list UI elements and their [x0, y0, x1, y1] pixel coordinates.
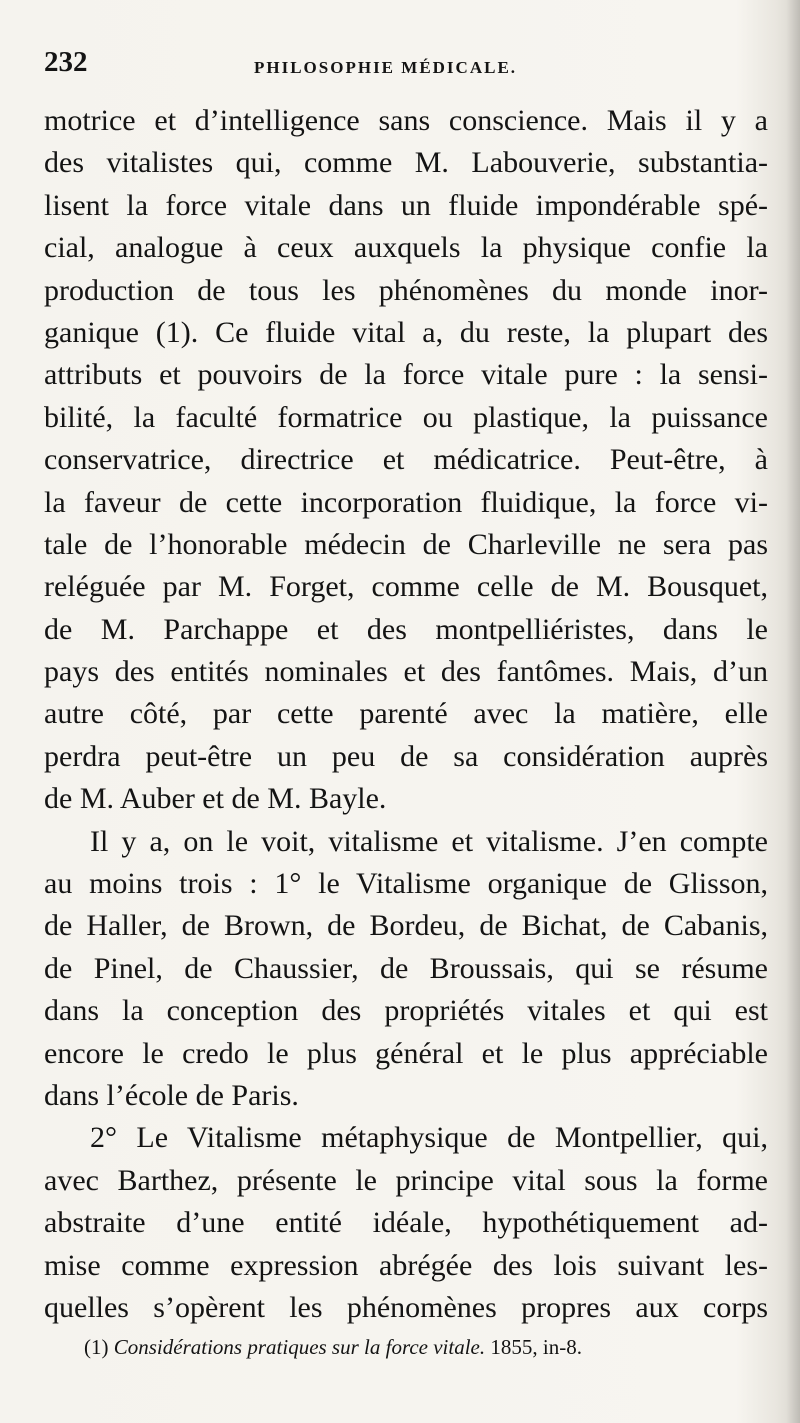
text-line: mise comme expression abrégée des lois suivant les-	[44, 1248, 768, 1282]
text-line: au moins trois : 1° le Vitalisme organique de Glisson,	[44, 867, 768, 901]
text-line: conservatrice, directrice et médicatrice. Peut-être, à	[44, 443, 768, 477]
running-head: PHILOSOPHIE MÉDICALE.	[254, 58, 518, 77]
text-line: motrice et d’intelligence sans conscience. Mais il y a	[44, 104, 768, 137]
text-line: pays des entités nominales et des fantômes. Mais, d’un	[44, 655, 768, 689]
text-line: autre côté, par cette parenté avec la matière, elle	[44, 697, 768, 731]
text-line: attributs et pouvoirs de la force vitale pure : la sensi-	[44, 358, 768, 392]
body-text	[44, 100, 768, 1329]
footnote-title: Considérations pratiques sur la force vitale.	[113, 1335, 486, 1359]
text-line: de M. Auber et de M. Bayle.	[44, 782, 387, 816]
text-line: perdra peut-être un peu de sa considération auprès	[44, 739, 768, 773]
text-line: tale de l’honorable médecin de Charleville ne sera pas	[44, 527, 768, 561]
text-line: de Pinel, de Chaussier, de Broussais, qui se résume	[44, 951, 768, 985]
text-line: abstraite d’une entité idéale, hypothétiquement ad-	[44, 1206, 768, 1240]
text-line: avec Barthez, présente le principe vital sous la forme	[44, 1163, 768, 1197]
footnote	[84, 1335, 764, 1360]
page-edge-shadow	[786, 0, 800, 1423]
text-line: de M. Parchappe et des montpelliéristes, dans le	[44, 612, 768, 646]
text-line: cial, analogue à ceux auxquels la physique confie la	[44, 231, 768, 265]
text-line: quelles s’opèrent les phénomènes propres aux corps	[44, 1290, 768, 1324]
page-number: 232	[44, 46, 88, 78]
footnote-marker: (1)	[84, 1335, 109, 1359]
text-line: dans l’école de Paris.	[44, 1078, 299, 1112]
text-line: bilité, la faculté formatrice ou plastique, la puissance	[44, 400, 768, 434]
text-line: des vitalistes qui, comme M. Labouverie, substantia-	[44, 146, 768, 180]
text-line: la faveur de cette incorporation fluidique, la force vi-	[44, 485, 768, 519]
text-line: reléguée par M. Forget, comme celle de M. Bousquet,	[44, 570, 768, 604]
text-line: dans la conception des propriétés vitales et qui est	[44, 994, 768, 1028]
text-line: 2° Le Vitalisme métaphysique de Montpellier, qui,	[90, 1121, 768, 1155]
text-line: de Haller, de Brown, de Bordeu, de Bichat, de Cabanis,	[44, 909, 768, 943]
text-line: ganique (1). Ce fluide vital a, du reste, la plupart des	[44, 315, 768, 349]
text-line: lisent la force vitale dans un fluide impondérable spé-	[44, 188, 768, 222]
page-header	[44, 46, 769, 90]
footnote-details: 1855, in-8.	[490, 1335, 582, 1359]
text-line: encore le credo le plus général et le plus appréciable	[44, 1036, 768, 1070]
text-line: Il y a, on le voit, vitalisme et vitalisme. J’en compte	[90, 824, 768, 858]
text-line: production de tous les phénomènes du monde inor-	[44, 273, 768, 307]
